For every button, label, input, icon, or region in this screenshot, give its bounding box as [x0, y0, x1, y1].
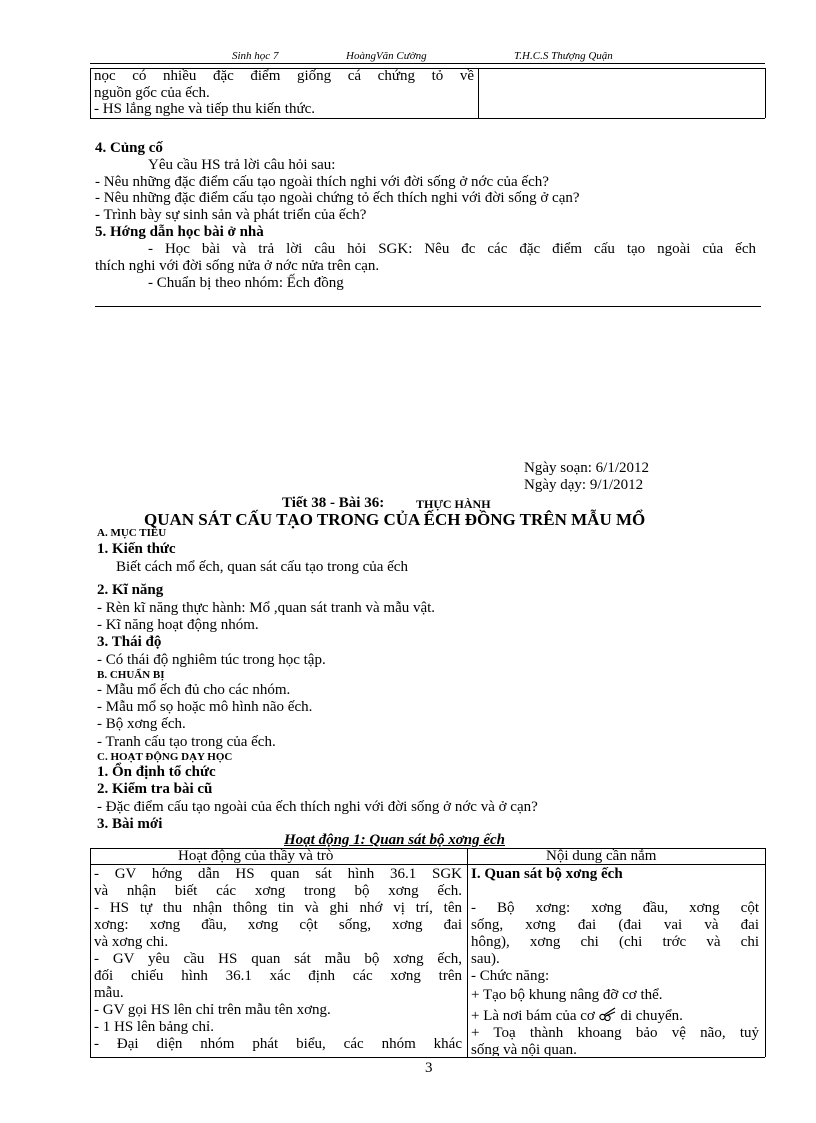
left-line-7: đối chiếu hình 36.1 xác định các xơng trên — [94, 968, 462, 984]
cung-co-intro: Yêu cầu HS trả lời câu hỏi sau: — [148, 157, 336, 173]
kien-thuc-text: Biết cách mổ ếch, quan sát cấu tạo trong của ếch — [116, 559, 408, 575]
right-line-4: sau). — [471, 951, 500, 967]
table-head-right: Nội dung cần nắm — [546, 848, 657, 864]
thai-do-text: - Có thái độ nghiêm túc trong học tập. — [97, 652, 326, 668]
kien-thuc-title: 1. Kiến thức — [97, 541, 176, 557]
scissors-icon — [599, 1007, 617, 1021]
left-column — [94, 866, 462, 1056]
left-line-10: - 1 HS lên bảng chỉ. — [94, 1019, 214, 1035]
header-rule — [90, 63, 765, 64]
page-number: 3 — [425, 1060, 433, 1076]
thai-do-title: 3. Thái độ — [97, 634, 162, 650]
huong-dan-line-2: thích nghi với đời sống nửa ở nớc nửa trên cạn. — [95, 258, 380, 274]
right-title: I. Quan sát bộ xơng ếch — [471, 866, 623, 882]
left-line-3: - HS tự thu nhận thông tin và ghi nhớ vị trí, tên — [94, 900, 462, 916]
chuan-bi-item-3: - Bộ xơng ếch. — [97, 716, 186, 732]
cung-co-title: 4. Củng cố — [95, 140, 163, 156]
right-line-1: - Bộ xơng: xơng đầu, xơng cột — [471, 900, 759, 916]
header-author: HoàngVăn Cường — [346, 50, 427, 62]
right-line-6: + Tạo bộ khung nâng đỡ cơ thể. — [471, 987, 663, 1003]
chuan-bi-item-2: - Mẫu mổ sọ hoặc mô hình não ếch. — [97, 699, 313, 715]
ki-nang-item-2: - Kĩ năng hoạt động nhóm. — [97, 617, 259, 633]
right-line-2: sống, xơng đai (đai vai và đai — [471, 917, 759, 933]
ki-nang-item-1: - Rèn kĩ năng thực hành: Mổ ,quan sát tranh và mẫu vật. — [97, 600, 436, 616]
date-day: Ngày dạy: 9/1/2012 — [524, 477, 644, 493]
chuan-bi-item-1: - Mẫu mổ ếch đủ cho các nhóm. — [97, 682, 291, 698]
cung-co-item-1: - Nêu những đặc điểm cấu tạo ngoài thích nghi với đời sống ở nớc của ếch? — [95, 174, 549, 190]
top-table-line-2: nguồn gốc của ếch. — [94, 85, 210, 101]
left-line-5: và xơng chi. — [94, 934, 169, 950]
left-line-4: xơng: xơng đầu, xơng cột sống, xơng đai — [94, 917, 462, 933]
lesson-type: THỰC HÀNH — [416, 497, 491, 511]
top-table-line-3: - HS lắng nghe và tiếp thu kiến thức. — [94, 101, 316, 117]
left-line-1: - GV hớng dẫn HS quan sát hình 36.1 SGK — [94, 866, 462, 882]
kiem-tra-title: 2. Kiểm tra bài cũ — [97, 781, 213, 797]
bai-moi-title: 3. Bài mới — [97, 816, 163, 832]
huong-dan-title: 5. Hớng dẫn học bài ở nhà — [95, 224, 264, 240]
huong-dan-line-1: - Học bài và trả lời câu hỏi SGK: Nêu đc các đặc điểm cấu tạo ngoài của ếch — [148, 241, 756, 257]
lesson-tiet: Tiết 38 - Bài 36: — [282, 495, 385, 511]
cung-co-item-2: - Nêu những đặc điểm cấu tạo ngoài chứng tỏ ếch thích nghi với đời sống ở cạn? — [95, 190, 580, 206]
kiem-tra-question: - Đặc điểm cấu tạo ngoài của ếch thích nghi với đời sống ở nớc và ở cạn? — [97, 799, 538, 815]
left-line-2: và nhận biết các xơng trong bộ xơng ếch. — [94, 883, 462, 899]
muc-tieu-title: A. MỤC TIÊU — [97, 527, 167, 539]
huong-dan-line-3: - Chuẩn bị theo nhóm: Ếch đồng — [148, 275, 344, 291]
left-line-6: - GV yêu cầu HS quan sát mẫu bộ xơng ếch, — [94, 951, 462, 967]
left-line-11: - Đại diện nhóm phát biểu, các nhóm khác — [94, 1036, 462, 1052]
left-line-9: - GV gọi HS lên chỉ trên mẫu tên xơng. — [94, 1002, 331, 1018]
right-line-3: hông), xơng chi (chi trớc và chi — [471, 934, 759, 950]
right-column — [471, 900, 759, 1056]
ki-nang-title: 2. Kĩ năng — [97, 582, 164, 598]
date-soan: Ngày soạn: 6/1/2012 — [524, 460, 649, 476]
cung-co-item-3: - Trình bày sự sinh sản và phát triển của ếch? — [95, 207, 367, 223]
right-line-5: - Chức năng: — [471, 968, 550, 984]
header-subject: Sinh học 7 — [232, 50, 279, 62]
right-line-7: + Là nơi bám của cơ — [471, 1008, 595, 1024]
right-line-10: sống và nội quan. — [471, 1042, 577, 1056]
right-line-9: + Toạ thành khoang bảo vệ não, tuỷ — [471, 1025, 759, 1041]
section-divider — [95, 306, 761, 307]
chuan-bi-item-4: - Tranh cấu tạo trong của ếch. — [97, 734, 276, 750]
chuan-bi-title: B. CHUẨN BỊ — [97, 669, 165, 681]
top-table-line-1: nọc có nhiều đặc điểm giống cá chứng tỏ về — [94, 68, 474, 84]
on-dinh-title: 1. Ổn định tổ chức — [97, 764, 216, 780]
right-line-8: di chuyển. — [620, 1008, 683, 1024]
hd1-title: Hoạt động 1: Quan sát bộ xơng ếch — [284, 832, 505, 848]
hoat-dong-title: C. HOẠT ĐỘNG DẠY HỌC — [97, 751, 233, 763]
left-line-8: mẫu. — [94, 985, 124, 1001]
header-school: T.H.C.S Thượng Quận — [514, 50, 613, 62]
lesson-title: QUAN SÁT CẤU TẠO TRONG CỦA ẾCH ĐỒNG TRÊN MẪU MỔ — [144, 510, 646, 529]
table-head-left: Hoạt động của thầy và trò — [178, 848, 334, 864]
